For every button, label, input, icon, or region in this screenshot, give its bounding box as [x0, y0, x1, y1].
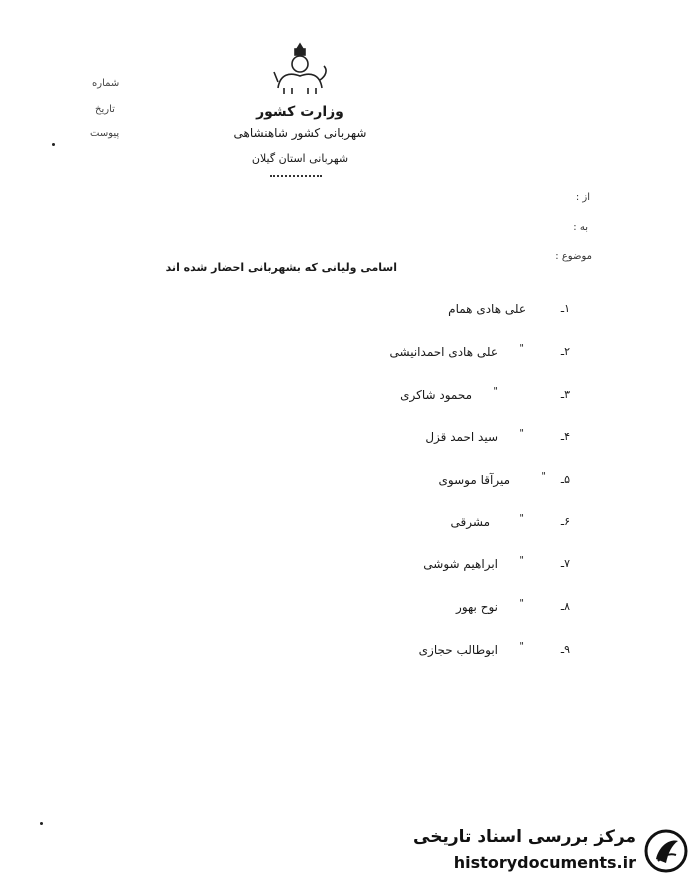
list-item	[350, 302, 570, 322]
date-label: تاریخ	[95, 104, 115, 115]
ditto-mark: "	[519, 428, 524, 439]
ditto-mark: "	[519, 641, 524, 652]
ditto-mark: "	[519, 513, 524, 524]
item-number: ۲ـ	[560, 345, 570, 358]
to-label: به :	[573, 222, 588, 233]
list-item	[350, 473, 570, 493]
list-item	[350, 430, 570, 450]
list-item	[350, 557, 570, 577]
archive-watermark	[408, 823, 688, 881]
watermark-title: مرکز بررسی اسناد تاریخی	[413, 827, 636, 847]
item-number: ۴ـ	[560, 430, 570, 443]
item-name: سید احمد قزل	[425, 430, 498, 444]
item-number: ۶ـ	[560, 515, 570, 528]
office-line-2: شهربانی استان گیلان	[251, 152, 349, 165]
from-label: از :	[575, 192, 590, 203]
office-line-1: شهربانی کشور شاهنشاهی	[233, 126, 367, 140]
list-item	[350, 643, 570, 663]
lion-and-sun-crest-icon	[270, 42, 330, 98]
item-name: علی هادی همام	[448, 302, 526, 316]
item-number: ۸ـ	[560, 600, 570, 613]
item-name: علی هادی احمدانیشی	[389, 345, 498, 359]
ditto-mark: "	[541, 471, 546, 482]
attachment-label: پیوست	[90, 128, 120, 139]
ink-dot	[40, 822, 43, 825]
list-item	[350, 515, 570, 535]
item-name: محمود شاکری	[400, 388, 472, 402]
list-item	[350, 345, 570, 365]
subject-text: اسامی ولیانی که بشهربانی احضار شده اند	[165, 261, 397, 274]
ditto-mark: "	[519, 555, 524, 566]
watermark-url[interactable]: historydocuments.ir	[453, 853, 636, 872]
item-name: میرآقا موسوی	[438, 473, 510, 487]
item-name: مشرقی	[450, 515, 490, 529]
list-item	[350, 600, 570, 620]
item-number: ۱ـ	[560, 302, 570, 315]
ditto-mark: "	[493, 386, 498, 397]
document-archive-logo-icon	[644, 829, 688, 873]
number-label: شماره	[92, 78, 120, 89]
ditto-mark: "	[519, 343, 524, 354]
item-number: ۹ـ	[560, 643, 570, 656]
header-divider	[270, 175, 322, 177]
item-number: ۳ـ	[560, 388, 570, 401]
item-number: ۷ـ	[560, 557, 570, 570]
item-name: ابوطالب حجازی	[418, 643, 498, 657]
subject-label: موضوع :	[555, 251, 592, 262]
list-item	[350, 388, 570, 408]
ditto-mark: "	[519, 598, 524, 609]
item-number: ۵ـ	[560, 473, 570, 486]
ink-dot	[52, 143, 55, 146]
item-name: ابراهیم شوشی	[423, 557, 498, 571]
ministry-title: وزارت کشور	[256, 104, 344, 120]
item-name: نوح بهور	[456, 600, 498, 614]
